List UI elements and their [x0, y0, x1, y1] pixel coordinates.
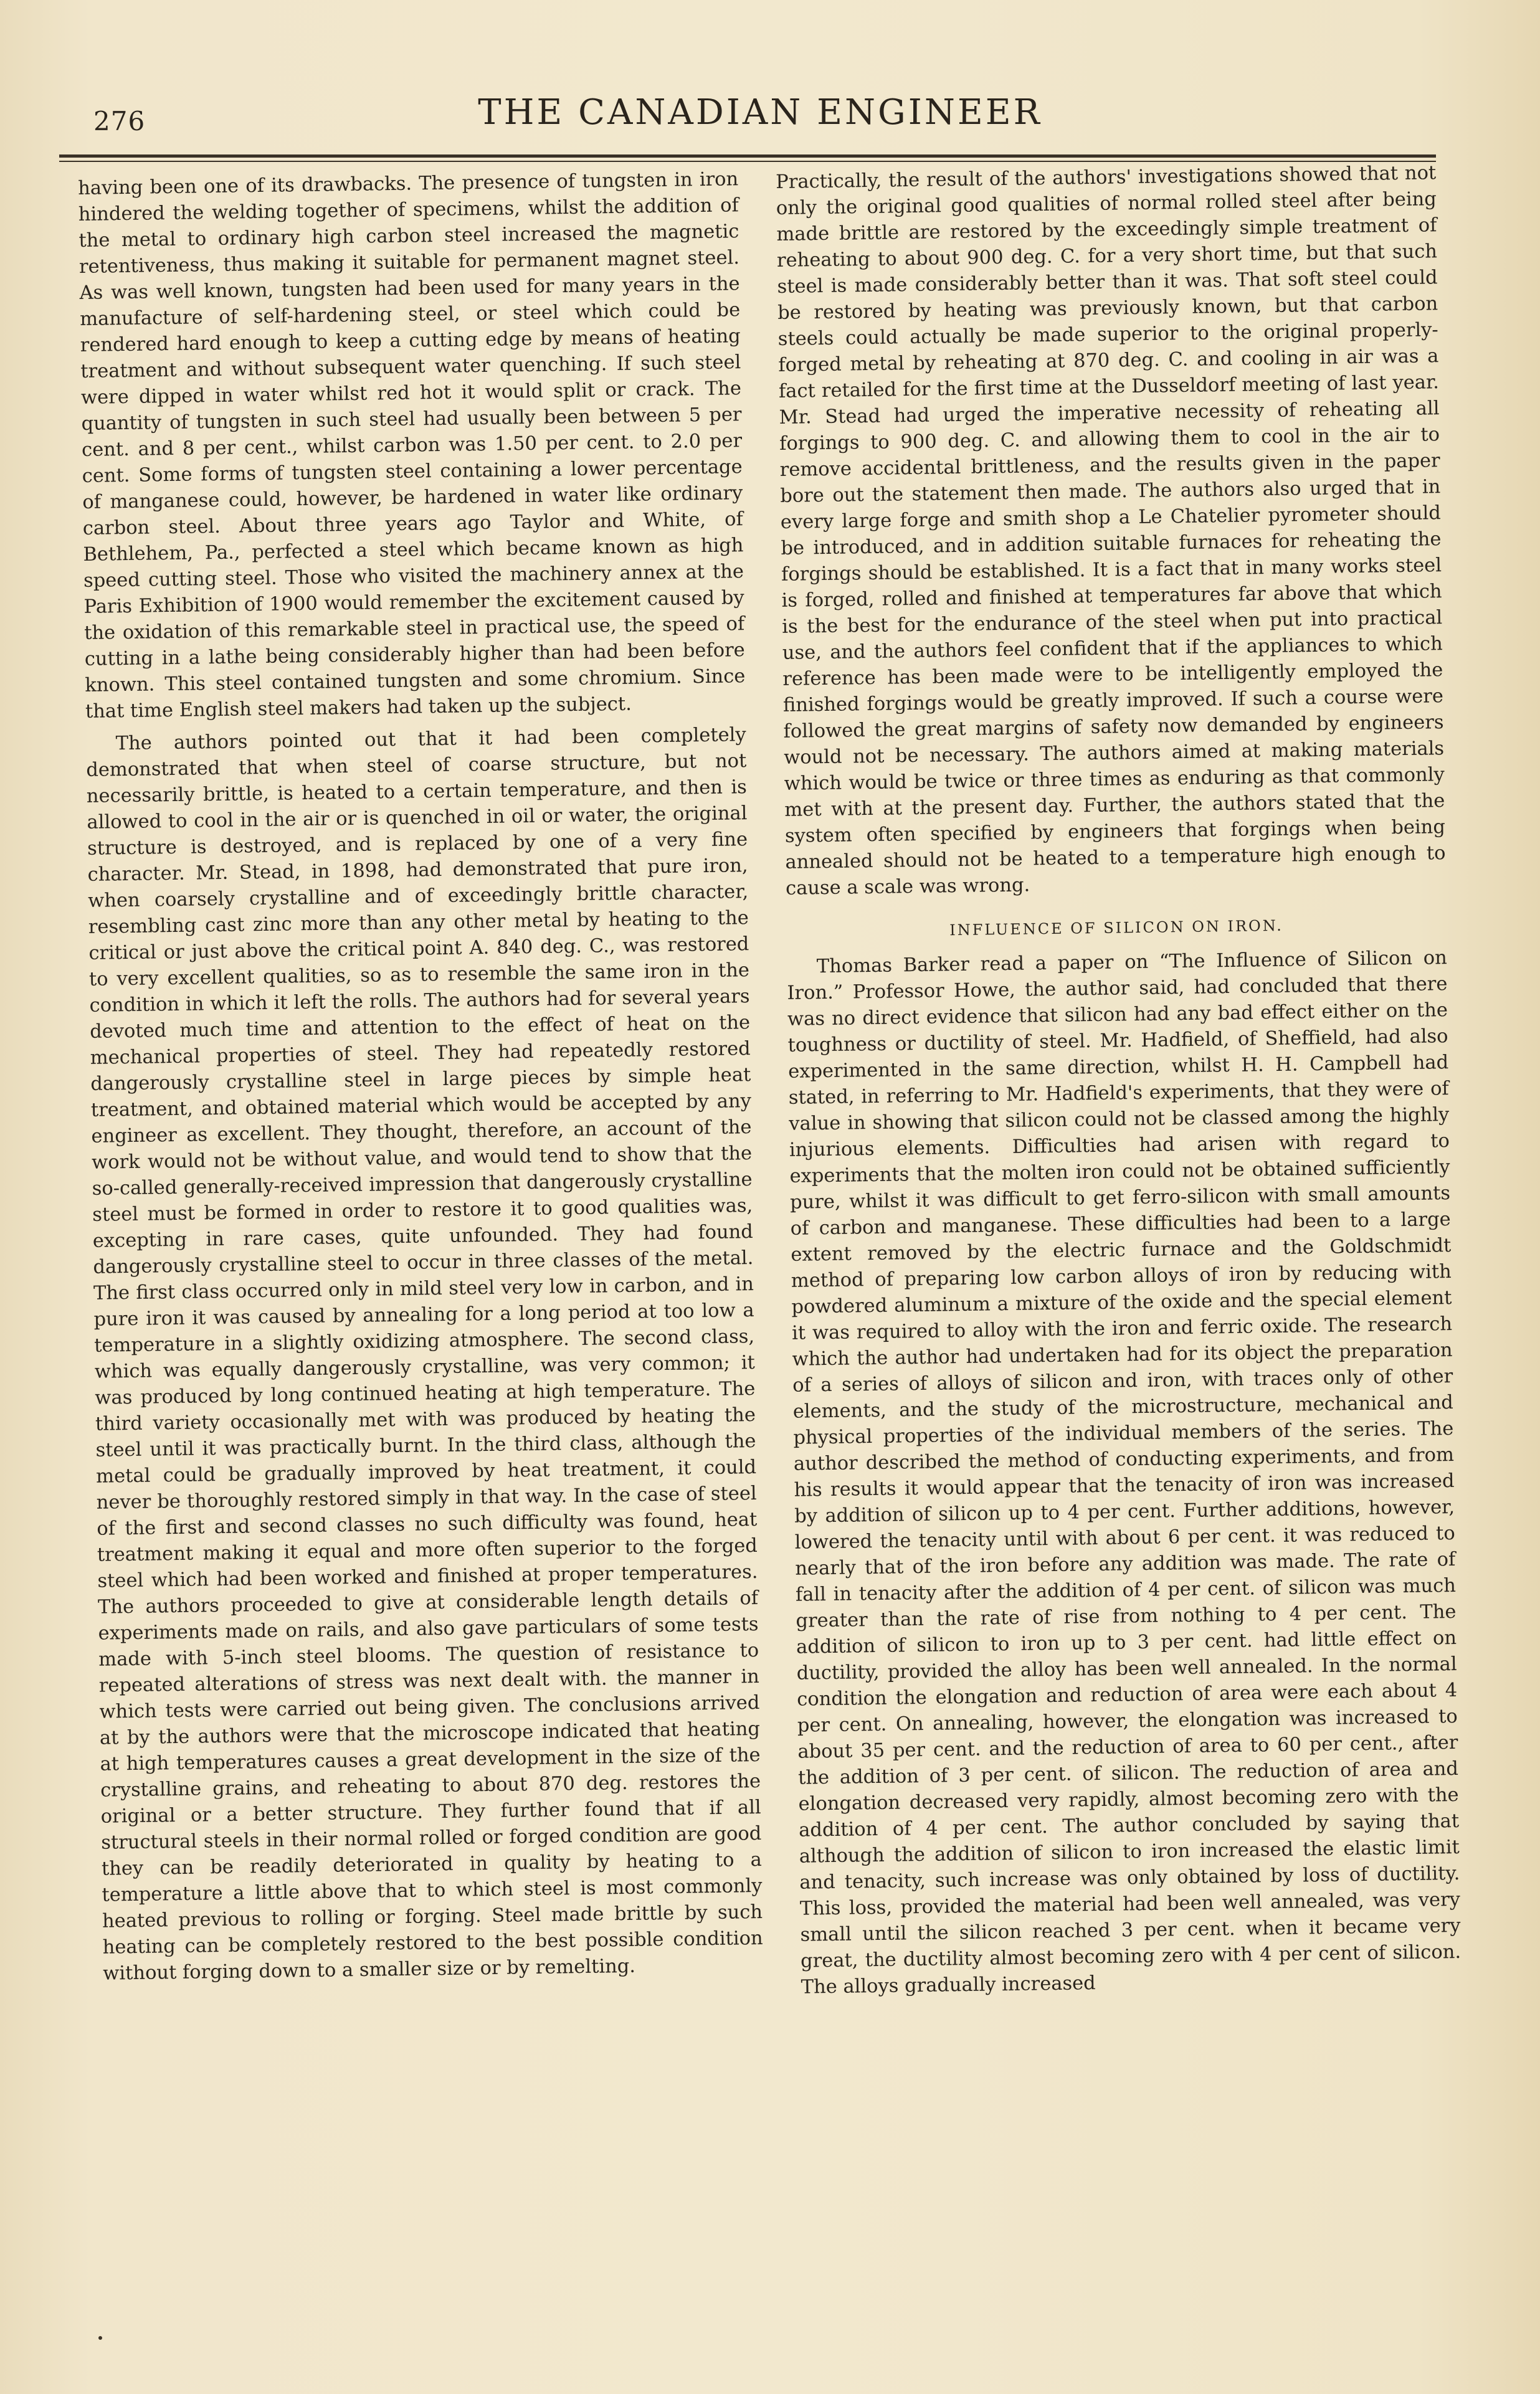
- section-heading: INFLUENCE OF SILICON ON IRON.: [949, 916, 1284, 939]
- left-paragraph-1: having been one of its drawbacks. The presence of tungsten in iron hindered the welding together of specimens, whilst the addition of the metal to ordinary high carbon steel increased the magnetic retentiveness, thus making it suitable for permanent magnet steel. As was well known, tungsten had been used for many years in the manufacture of self-hardening steel, or steel which could be rendered hard enough to keep a cutting edge by means of heating treatment and without subsequent water quenching. If such steel were dipped in water whilst red hot it would split or crack. The quantity of tungsten in such steel had usually been between 5 per cent. and 8 per cent., whilst carbon was 1.50 per cent. to 2.0 per cent. Some forms of tungsten steel containing a lower percentage of manganese could, however, be hardened in water like ordinary carbon steel. About three years ago Taylor and White, of Bethlehem, Pa., perfected a steel which became known as high speed cutting steel. Those who visited the machinery annex at the Paris Exhibition of 1900 would remember the excitement caused by the oxidation of this remarkable steel in practical use, the speed of cutting in a lathe being considerably higher than had been before known. This steel contained tungsten and some chromium. Since that time English steel makers had taken up the subject.: [78, 168, 746, 723]
- left-column: [78, 166, 763, 1987]
- left-paragraph-2: The authors pointed out that it had been completely demonstrated that when steel of coarse structure, but not necessarily brittle, is heated to a certain temperature, and then is allowed to cool in the air or is quenched in oil or water, the original structure is destroyed, and is replaced by one of a very fine character. Mr. Stead, in 1898, had demonstrated that pure iron, when coarsely crystalline and of exceedingly brittle character, resembling cast zinc more than any other metal by heating to the critical or just above the critical point A. 840 deg. C., was restored to very excellent qualities, so as to resemble the same iron in the condition in which it left the rolls. The authors had for several years devoted much time and attention to the effect of heat on the mechanical properties of steel. They had repeatedly restored dangerously crystalline steel in large pieces by simple heat treatment, and obtained material which would be accepted by any engineer as excellent. They thought, therefore, an account of the work would not be without value, and would tend to show that the so-called generally-received impression that dangerously crystalline steel must be formed in order to restore it to good qualities was, excepting in rare cases, quite unfounded. They had found dangerously crystalline steel to occur in three classes of the metal. The first class occurred only in mild steel very low in carbon, and in pure iron it was caused by annealing for a long period at too low a temperature in a slightly oxidizing atmosphere. The second class, which was equally dangerously crystalline, was very common; it was produced by long continued heating at high temperature. The third variety occasionally met with was produced by heating the steel until it was practically burnt. In the third class, although the metal could be gradually improved by heat treatment, it could never be thoroughly restored simply in that way. In the case of steel of the first and second classes no such difficulty was found, heat treatment making it equal and more often superior to the forged steel which had been worked and finished at proper temperatures. The authors proceeded to give at considerable length details of experiments made on rails, and also gave particulars of some tests made with 5-inch steel blooms. The question of resistance to repeated alterations of stress was next dealt with. the manner in which tests were carried out being given. The conclusions arrived at by the authors were that the microscope indicated that heating at high temperatures causes a great development in the size of the crystalline grains, and reheating to about 870 deg. restores the original or a better structure. They further found that if all structural steels in their normal rolled or forged condition are good they can be readily deteriorated in quality by heating to a temperature a little above that to which steel is most commonly heated previous to rolling or forging. Steel made brittle by such heating can be completely restored to the best possible condition without forging down to a smaller size or by remelting.: [86, 724, 763, 1985]
- right-column: [776, 160, 1462, 2001]
- print-fleck: [98, 2336, 102, 2340]
- page-header: [87, 87, 1433, 137]
- header-rule-thin: [59, 161, 1436, 162]
- right-paragraph-2: Thomas Barker read a paper on “The Influence of Silicon on Iron.” Professor Howe, the author said, had concluded that there was no direct evidence that silicon had any bad effect either on the toughness or ductility of steel. Mr. Hadfield, of Sheffield, had also experimented in the same direction, whilst H. H. Campbell had stated, in referring to Mr. Hadfield's experiments, that they were of value in showing that silicon could not be classed among the highly injurious elements. Difficulties had arisen with regard to experiments that the molten iron could not be obtained sufficiently pure, whilst it was difficult to get ferro-silicon with small amounts of carbon and manganese. These difficulties had been to a large extent removed by the electric furnace and the Goldschmidt method of preparing low carbon alloys of iron by reducing with powdered aluminum a mixture of the oxide and the special element it was required to alloy with the iron and ferric oxide. The research which the author had undertaken had for its object the preparation of a series of alloys of silicon and iron, with traces only of other elements, and the study of the microstructure, mechanical and physical properties of the individual members of the series. The author described the method of conducting experiments, and from his results it would appear that the tenacity of iron was increased by addition of silicon up to 4 per cent. Further additions, however, lowered the tenacity until with about 6 per cent. it was reduced to nearly that of the iron before any addition was made. The rate of fall in tenacity after the addition of 4 per cent. of silicon was much greater than the rate of rise from nothing to 4 per cent. The addition of silicon to iron up to 3 per cent. had little effect on ductility, provided the alloy has been well annealed. In the normal condition the elongation and reduction of area were each about 4 per cent. On annealing, however, the elongation was increased to about 35 per cent. and the reduction of area to 60 per cent., after the addition of 3 per cent. of silicon. The reduction of area and elongation decreased very rapidly, almost becoming zero with the addition of 4 per cent. The author concluded by saying that although the addition of silicon to iron increased the elastic limit and tenacity, such increase was only obtained by loss of ductility. This loss, provided the material had been well annealed, was very small until the silicon reached 3 per cent. when it became very great, the ductility almost becoming zero with 4 per cent of silicon. The alloys gradually increased: [787, 947, 1462, 1998]
- right-paragraph-1: Practically, the result of the authors' investigations showed that not only the original good qualities of normal rolled steel after being made brittle are restored by the exceedingly simple treatment of reheating to about 900 deg. C. for a very short time, but that such steel is made considerably better than it was. That soft steel could be restored by heating was previously known, but that carbon steels could actually be made superior to the original properly-forged metal by reheating at 870 deg. C. and cooling in air was a fact retailed for the first time at the Dusseldorf meeting of last year. Mr. Stead had urged the imperative necessity of reheating all forgings to 900 deg. C. and allowing them to cool in the air to remove accidental brittleness, and the results given in the paper bore out the statement then made. The authors also urged that in every large forge and smith shop a Le Chatelier pyrometer should be introduced, and in addition suitable furnaces for reheating the forgings should be established. It is a fact that in many works steel is forged, rolled and finished at temperatures far above that which is the best for the endurance of the steel when put into practical use, and the authors feel confident that if the appliances to which reference has been made were to be intelligently employed the finished forgings would be greatly improved. If such a course were followed the great margins of safety now demanded by engineers would not be necessary. The authors aimed at making materials which would be twice or three times as enduring as that commonly met with at the present day. Further, the authors stated that the system often specified by engineers that forgings when being annealed should not be heated to a temperature high enough to cause a scale was wrong.: [776, 162, 1446, 900]
- page-number: 276: [93, 106, 146, 136]
- journal-title: THE CANADIAN ENGINEER: [478, 92, 1042, 133]
- header-rule: [59, 154, 1436, 158]
